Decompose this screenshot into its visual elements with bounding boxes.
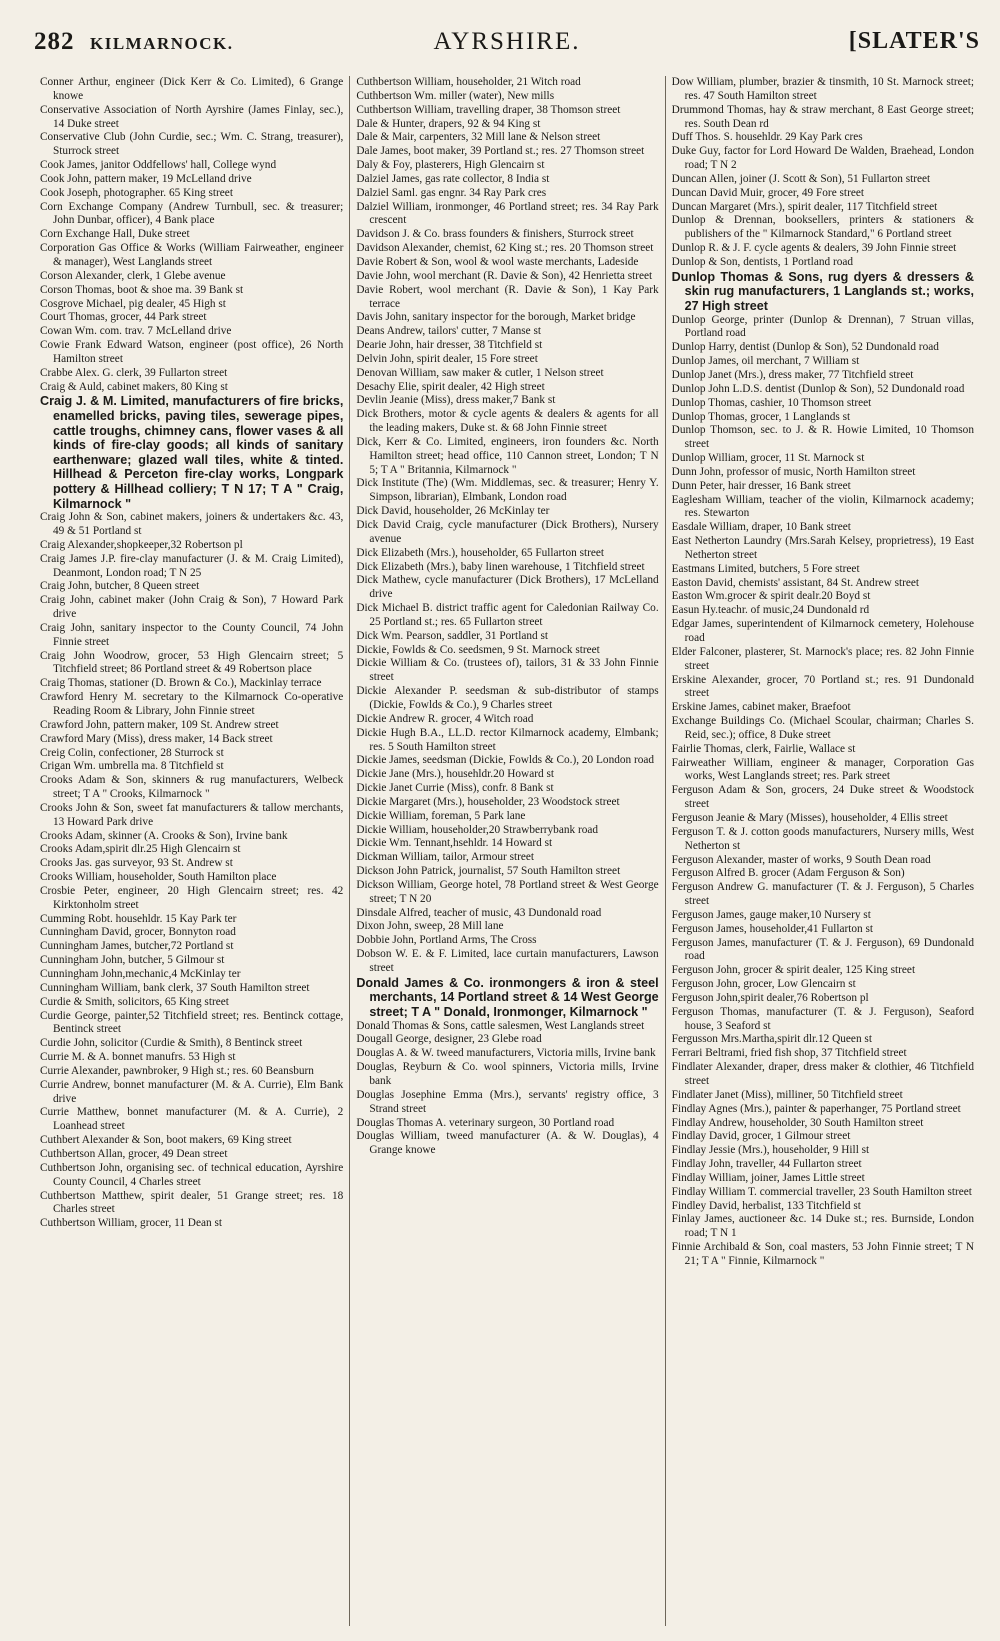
directory-entry: Douglas Josephine Emma (Mrs.), servants' registry office, 3 Strand street [356, 1088, 659, 1115]
running-head-publisher: [SLATER'S [848, 28, 980, 54]
directory-entry: Duncan Allen, joiner (J. Scott & Son), 51 Fullarton street [671, 172, 931, 185]
directory-entry: Cosgrove Michael, pig dealer, 45 High st [40, 297, 226, 310]
directory-entry: Conservative Club (John Curdie, sec.; Wm. C. Strang, treasurer), Sturrock street [40, 131, 344, 158]
directory-entry: Dunlop Thomas, grocer, 1 Langlands st [671, 410, 851, 423]
directory-entry: Ferguson Alexander, master of works, 9 South Dean road [671, 853, 931, 866]
directory-entry: Dixon John, sweep, 28 Mill lane [356, 920, 504, 933]
page-number: 282 [34, 28, 75, 55]
directory-entry: Findlater Alexander, draper, dress maker & clothier, 46 Titchfield street [671, 1061, 974, 1087]
directory-entry: Crawford John, pattern maker, 109 St. Andrew street [40, 718, 279, 731]
directory-entry: Creig Colin, confectioner, 28 Sturrock st [40, 746, 224, 759]
directory-entry: Easton David, chemists' assistant, 84 St. Andrew street [671, 576, 920, 589]
directory-entry: Easdale William, draper, 10 Bank street [671, 521, 851, 534]
directory-entry: Dunlop Harry, dentist (Dunlop & Son), 52 Dundonald road [671, 341, 939, 354]
directory-entry: Crabbe Alex. G. clerk, 39 Fullarton street [40, 366, 228, 379]
directory-entry: Devlin Jeanie (Miss), dress maker,7 Bank st [356, 394, 556, 407]
directory-entry: Dalziel William, ironmonger, 46 Portland street; res. 34 Ray Park crescent [356, 200, 659, 227]
directory-entry: Fergusson Mrs.Martha,spirit dlr.12 Queen st [671, 1033, 872, 1046]
directory-entry: Findlay William, joiner, James Little street [671, 1171, 865, 1184]
directory-entry: Findlay David, grocer, 1 Gilmour street [671, 1130, 851, 1143]
directory-entry: Crooks Jas. gas surveyor, 93 St. Andrew st [40, 857, 233, 870]
directory-entry: Dick Wm. Pearson, saddler, 31 Portland st [356, 629, 548, 642]
directory-entry: Dunlop John L.D.S. dentist (Dunlop & Son), 52 Dundonald road [671, 382, 965, 395]
directory-entry: Cuthbertson William, grocer, 11 Dean st [40, 1217, 223, 1230]
directory-entry: Cuthbertson Allan, grocer, 49 Dean street [40, 1147, 228, 1160]
directory-entry: Cunningham John, butcher, 5 Gilmour st [40, 954, 225, 967]
directory-entry: Dunlop Thomas & Sons, rug dyers & dressers & skin rug manufacturers, 1 Langlands st.; works, 27 High street [671, 269, 974, 313]
directory-entry: Crawford Henry M. secretary to the Kilmarnock Co-operative Reading Room & Library, John Finnie street [40, 691, 344, 717]
directory-entry: Cuthbertson William, householder, 21 Witch road [356, 76, 581, 88]
directory-entry: Craig John Woodrow, grocer, 53 High Glencairn street; 5 Titchfield street; 86 Portland street & 49 Robertson place [40, 649, 344, 676]
directory-entry: Dunlop James, oil merchant, 7 William st [671, 355, 860, 368]
directory-entry: Daly & Foy, plasterers, High Glencairn st [356, 159, 545, 172]
directory-entry: Craig J. & M. Limited, manufacturers of fire bricks, enamelled bricks, paving tiles, sewerage pipes, cattle troughs, chimney cans, flower vases & all kinds of fire-clay goods; all kinds of sanitary earthenware; glazed wall tiles, white & tinted. Hillhead & Perceton fire-clay works, Longpark pottery & Hillhead colliery; T N 17; T A " Craig, Kilmarnock " [40, 394, 344, 511]
directory-entry: Craig John & Son, cabinet makers, joiners & undertakers &c. 43, 49 & 51 Portland st [40, 511, 344, 537]
directory-entry: Ferguson Adam & Son, grocers, 24 Duke street & Woodstock street [671, 784, 974, 811]
directory-entry: Duncan Margaret (Mrs.), spirit dealer, 117 Titchfield street [671, 200, 938, 213]
directory-entry: Dick David, householder, 26 McKinlay ter [356, 505, 550, 518]
directory-entry: Findlater Janet (Miss), milliner, 50 Titchfield street [671, 1088, 903, 1101]
directory-entry: Crooks William, householder, South Hamilton place [40, 871, 277, 884]
directory-entry: Deans Andrew, tailors' cutter, 7 Manse st [356, 325, 542, 338]
directory-entry: Ferguson John, grocer, Low Glencairn st [671, 978, 856, 991]
directory-entry: Eastmans Limited, butchers, 5 Fore street [671, 562, 860, 575]
directory-entry: Corn Exchange Hall, Duke street [40, 228, 190, 241]
directory-entry: Curdie John, solicitor (Curdie & Smith), 8 Bentinck street [40, 1037, 303, 1050]
directory-entry: Cunningham James, butcher,72 Portland st [40, 940, 234, 953]
directory-entry: Dobson W. E. & F. Limited, lace curtain manufacturers, Lawson street [356, 948, 659, 974]
directory-entry: Curdie George, painter,52 Titchfield street; res. Bentinck cottage, Bentinck street [40, 1009, 344, 1036]
directory-entry: Dunn John, professor of music, North Hamilton street [671, 465, 916, 478]
directory-entry: Dale & Hunter, drapers, 92 & 94 King st [356, 117, 541, 130]
directory-entry: Corn Exchange Company (Andrew Turnbull, sec. & treasurer; John Dunbar, officer), 4 Bank place [40, 200, 344, 227]
directory-entry: Dinsdale Alfred, teacher of music, 43 Dundonald road [356, 906, 602, 919]
directory-entry: Ferguson James, manufacturer (T. & J. Ferguson), 69 Dundonald road [671, 936, 974, 963]
directory-entry: Dick Mathew, cycle manufacturer (Dick Brothers), 17 McLelland drive [356, 574, 659, 601]
directory-entry: Drummond Thomas, hay & straw merchant, 8 East George street; res. South Dean rd [671, 103, 974, 130]
directory-entry: Elder Falconer, plasterer, St. Marnock's place; res. 82 John Finnie street [671, 645, 974, 672]
directory-entry: East Netherton Laundry (Mrs.Sarah Kelsey, proprietress), 19 East Netherton street [671, 535, 974, 561]
column-right [665, 76, 980, 1626]
directory-entry: Ferguson Andrew G. manufacturer (T. & J. Ferguson), 5 Charles street [671, 881, 974, 908]
directory-entry: Findlay John, traveller, 44 Fullarton street [671, 1158, 862, 1171]
directory-entry: Easun Hy.teachr. of music,24 Dundonald rd [671, 604, 870, 617]
directory-entry: Denovan William, saw maker & cutler, 1 Nelson street [356, 366, 604, 379]
directory-entry: Dunlop & Drennan, booksellers, printers & stationers & publishers of the " Kilmarnock Standard," 6 Portland street [671, 214, 974, 241]
directory-entry: Douglas A. & W. tweed manufacturers, Victoria mills, Irvine bank [356, 1047, 656, 1060]
directory-entry: Craig John, cabinet maker (John Craig & Son), 7 Howard Park drive [40, 594, 344, 621]
directory-entry: Findlay Agnes (Mrs.), painter & paperhanger, 75 Portland street [671, 1102, 961, 1115]
directory-entry: Craig Thomas, stationer (D. Brown & Co.), Mackinlay terrace [40, 677, 322, 690]
directory-entry: Davie Robert, wool merchant (R. Davie & Son), 1 Kay Park terrace [356, 283, 659, 310]
directory-entry: Craig John, butcher, 8 Queen street [40, 580, 200, 593]
directory-entry: Eaglesham William, teacher of the violin, Kilmarnock academy; res. Stewarton [671, 493, 974, 520]
directory-entry: Finnie Archibald & Son, coal masters, 53 John Finnie street; T N 21; T A " Finnie, Kilmarnock " [671, 1241, 974, 1267]
directory-entry: Fairweather William, engineer & manager, Corporation Gas works, West Langlands street; res. Park street [671, 756, 974, 783]
directory-entry: Ferguson Jeanie & Mary (Misses), householder, 4 Ellis street [671, 811, 948, 824]
directory-entry: Dunlop Thomson, sec. to J. & R. Howie Limited, 10 Thomson street [671, 424, 974, 451]
directory-entry: Cuthbertson John, organising sec. of technical education, Ayrshire County Council, 4 Charles street [40, 1161, 344, 1188]
directory-entry: Dickie Hugh B.A., LL.D. rector Kilmarnock academy, Elmbank; res. 5 South Hamilton street [356, 726, 659, 753]
directory-entry: Dickie Margaret (Mrs.), householder, 23 Woodstock street [356, 795, 620, 808]
directory-entry: Dunlop William, grocer, 11 St. Marnock st [671, 452, 865, 465]
page-header [34, 14, 980, 66]
directory-entry: Crooks John & Son, sweet fat manufacturers & tallow merchants, 13 Howard Park drive [40, 801, 344, 828]
directory-entry: Dalziel James, gas rate collector, 8 India st [356, 172, 550, 185]
directory-entry: Cuthbertson Matthew, spirit dealer, 51 Grange street; res. 18 Charles street [40, 1189, 344, 1216]
directory-entry: Dale James, boot maker, 39 Portland st.; res. 27 Thomson street [356, 145, 645, 158]
column-middle [349, 76, 664, 1626]
directory-entry: Crigan Wm. umbrella ma. 8 Titchfield st [40, 760, 224, 773]
directory-entry: Dobbie John, Portland Arms, The Cross [356, 934, 537, 947]
directory-entry: Ferguson James, gauge maker,10 Nursery st [671, 908, 871, 921]
directory-entry: Donald Thomas & Sons, cattle salesmen, West Langlands street [356, 1019, 645, 1032]
directory-entry: Dickie Wm. Tennant,hsehldr. 14 Howard st [356, 837, 553, 850]
directory-entry: Dickie William, householder,20 Strawberrybank road [356, 823, 599, 836]
directory-entry: Cunningham John,mechanic,4 McKinlay ter [40, 968, 241, 980]
directory-entry: Crooks Adam & Son, skinners & rug manufacturers, Welbeck street; T A " Crooks, Kilmarnock " [40, 774, 344, 801]
directory-entry: Davie John, wool merchant (R. Davie & Son), 42 Henrietta street [356, 269, 653, 282]
directory-entry: Currie M. & A. bonnet manufrs. 53 High st [40, 1051, 236, 1064]
directory-entry: Dunlop R. & J. F. cycle agents & dealers, 39 John Finnie street [671, 242, 957, 255]
directory-entry: Conservative Association of North Ayrshire (James Finlay, sec.), 14 Duke street [40, 103, 344, 130]
directory-entry: Dunlop & Son, dentists, 1 Portland road [671, 255, 854, 268]
directory-entry: Corson Alexander, clerk, 1 Glebe avenue [40, 269, 226, 282]
directory-entry: Cuthbertson Wm. miller (water), New mills [356, 89, 555, 102]
directory-entry: Dickie, Fowlds & Co. seedsmen, 9 St. Marnock street [356, 643, 600, 656]
directory-entry: Court Thomas, grocer, 44 Park street [40, 311, 207, 324]
directory-entry: Cunningham David, grocer, Bonnyton road [40, 926, 236, 939]
directory-entry: Craig Alexander,shopkeeper,32 Robertson pl [40, 538, 243, 551]
directory-entry: Finlay James, auctioneer &c. 14 Duke st.; res. Burnside, London road; T N 1 [671, 1213, 974, 1240]
column-left [34, 76, 349, 1626]
directory-entry: Edgar James, superintendent of Kilmarnock cemetery, Holehouse road [671, 618, 974, 644]
directory-entry: Easton Wm.grocer & spirit dealr.20 Boyd st [671, 590, 871, 603]
directory-entry: Desachy Elie, spirit dealer, 42 High street [356, 380, 545, 393]
directory-entry: Cuthbert Alexander & Son, boot makers, 69 King street [40, 1134, 292, 1147]
directory-entry: Findlay Jessie (Mrs.), householder, 9 Hill st [671, 1144, 870, 1157]
directory-entry: Dick David Craig, cycle manufacturer (Dick Brothers), Nursery avenue [356, 519, 659, 545]
directory-entry: Dalziel Saml. gas engnr. 34 Ray Park cres [356, 186, 547, 199]
directory-entry: Cook John, pattern maker, 19 McLelland drive [40, 172, 252, 185]
directory-entry: Crosbie Peter, engineer, 20 High Glencairn street; res. 42 Kirktonholm street [40, 884, 344, 911]
directory-entry: Dale & Mair, carpenters, 32 Mill lane & Nelson street [356, 131, 601, 144]
directory-entry: Dickie William, foreman, 5 Park lane [356, 809, 526, 822]
directory-entry: Conner Arthur, engineer (Dick Kerr & Co. Limited), 6 Grange knowe [40, 76, 344, 102]
directory-entry: Cowan Wm. com. trav. 7 McLelland drive [40, 325, 232, 338]
directory-entry: Cook James, janitor Oddfellows' hall, College wynd [40, 159, 277, 172]
directory-entry: Dickie Jane (Mrs.), househldr.20 Howard st [356, 768, 554, 781]
directory-entry: Ferguson Alfred B. grocer (Adam Ferguson & Son) [671, 867, 905, 880]
directory-entry: Dunn Peter, hair dresser, 16 Bank street [671, 479, 851, 492]
directory-entry: Findlay William T. commercial traveller, 23 South Hamilton street [671, 1185, 972, 1198]
directory-entry: Dick Brothers, motor & cycle agents & dealers & agents for all the leading makers, Duke st. & 68 John Finnie street [356, 408, 659, 435]
directory-entry: Ferguson T. & J. cotton goods manufacturers, Nursery mills, West Netherton st [671, 825, 974, 852]
directory-entry: Cuthbertson William, travelling draper, 38 Thomson street [356, 103, 621, 116]
directory-entry: Dickie William & Co. (trustees of), tailors, 31 & 33 John Finnie street [356, 657, 659, 684]
directory-entry: Dunlop Janet (Mrs.), dress maker, 77 Titchfield street [671, 368, 914, 381]
directory-entry: Findley David, herbalist, 133 Titchfield st [671, 1199, 861, 1212]
directory-entry: Dick Michael B. district traffic agent for Caledonian Railway Co. 25 Portland st.; res. 65 Fullarton street [356, 602, 659, 628]
directory-entry: Ferguson Thomas, manufacturer (T. & J. Ferguson), Seaford house, 3 Seaford st [671, 1005, 974, 1032]
directory-entry: Currie Andrew, bonnet manufacturer (M. & A. Currie), Elm Bank drive [40, 1078, 344, 1105]
directory-entry: Dickson John Patrick, journalist, 57 South Hamilton street [356, 865, 621, 878]
directory-entry: Cowie Frank Edward Watson, engineer (post office), 26 North Hamilton street [40, 339, 344, 365]
directory-entry: Ferguson John,spirit dealer,76 Robertson pl [671, 991, 869, 1004]
directory-entry: Fairlie Thomas, clerk, Fairlie, Wallace st [671, 742, 856, 755]
directory-entry: Dickie Janet Currie (Miss), confr. 8 Bank st [356, 782, 554, 795]
directory-entry: Currie Alexander, pawnbroker, 9 High st.; res. 60 Beansburn [40, 1064, 314, 1077]
directory-entry: Curdie & Smith, solicitors, 65 King street [40, 995, 229, 1008]
directory-columns [34, 76, 980, 1626]
directory-entry: Duncan David Muir, grocer, 49 Fore street [671, 186, 864, 199]
running-head-town: KILMARNOCK. [90, 34, 234, 53]
directory-entry: Dow William, plumber, brazier & tinsmith, 10 St. Marnock street; res. 47 South Hamilton street [671, 76, 974, 102]
directory-entry: Crawford Mary (Miss), dress maker, 14 Back street [40, 732, 273, 745]
directory-entry: Dickman William, tailor, Armour street [356, 851, 535, 864]
directory-entry: Ferguson John, grocer & spirit dealer, 125 King street [671, 964, 916, 977]
directory-entry: Craig John, sanitary inspector to the County Council, 74 John Finnie street [40, 621, 344, 648]
directory-entry: Dickie Alexander P. seedsman & sub-distributor of stamps (Dickie, Fowlds & Co.), 9 Charles street [356, 685, 659, 711]
directory-entry: Corporation Gas Office & Works (William Fairweather, engineer & manager), West Langlands street [40, 242, 344, 268]
directory-entry: Douglas, Reyburn & Co. wool spinners, Victoria mills, Irvine bank [356, 1061, 659, 1087]
running-head-county: AYRSHIRE. [433, 28, 581, 55]
directory-entry: Dick Institute (The) (Wm. Middlemas, sec. & treasurer; Henry Y. Simpson, librarian), Elmbank, London road [356, 477, 659, 504]
directory-entry: Davidson Alexander, chemist, 62 King st.; res. 20 Thomson street [356, 242, 654, 255]
directory-entry: Davidson J. & Co. brass founders & finishers, Sturrock street [356, 228, 634, 241]
directory-entry: Cook Joseph, photographer. 65 King street [40, 186, 233, 199]
directory-entry: Davis John, sanitary inspector for the borough, Market bridge [356, 311, 636, 324]
directory-entry: Douglas William, tweed manufacturer (A. & W. Douglas), 4 Grange knowe [356, 1130, 659, 1157]
directory-entry: Dick Elizabeth (Mrs.), baby linen warehouse, 1 Titchfield street [356, 560, 645, 573]
directory-entry: Dearie John, hair dresser, 38 Titchfield st [356, 339, 543, 352]
directory-entry: Findlay Andrew, householder, 30 South Hamilton street [671, 1116, 924, 1129]
directory-entry: Douglas Thomas A. veterinary surgeon, 30 Portland road [356, 1116, 615, 1129]
directory-entry: Dunlop Thomas, cashier, 10 Thomson street [671, 396, 872, 409]
directory-entry: Dickie James, seedsman (Dickie, Fowlds & Co.), 20 London road [356, 754, 655, 767]
directory-entry: Craig James J.P. fire-clay manufacturer (J. & M. Craig Limited), Deanmont, London road; T N 25 [40, 552, 344, 579]
directory-entry: Exchange Buildings Co. (Michael Scoular, chairman; Charles S. Reid, sec.); office, 8 Duke street [671, 715, 974, 741]
directory-entry: Erskine James, cabinet maker, Braefoot [671, 701, 851, 714]
directory-entry: Craig & Auld, cabinet makers, 80 King st [40, 380, 228, 393]
directory-entry: Donald James & Co. ironmongers & iron & steel merchants, 14 Portland street & 14 West George street; T A " Donald, Ironmonger, Kilmarnock " [356, 975, 659, 1020]
directory-entry: Dickie Andrew R. grocer, 4 Witch road [356, 712, 534, 725]
directory-entry: Dick, Kerr & Co. Limited, engineers, iron founders &c. North Hamilton street; head office, 110 Cannon street, London; T N 5; T A " Britannia, Kilmarnock " [356, 435, 659, 476]
directory-entry: Crooks Adam, skinner (A. Crooks & Son), Irvine bank [40, 829, 288, 842]
directory-entry: Duke Guy, factor for Lord Howard De Walden, Braehead, London road; T N 2 [671, 145, 974, 172]
directory-entry: Dick Elizabeth (Mrs.), householder, 65 Fullarton street [356, 546, 605, 559]
directory-entry: Corson Thomas, boot & shoe ma. 39 Bank st [40, 283, 244, 296]
directory-entry: Dunlop George, printer (Dunlop & Drennan), 7 Struan villas, Portland road [671, 313, 974, 340]
directory-entry: Duff Thos. S. househldr. 29 Kay Park cres [671, 131, 863, 144]
directory-entry: Crooks Adam,spirit dlr.25 High Glencairn st [40, 843, 241, 856]
directory-entry: Cunningham William, bank clerk, 37 South Hamilton street [40, 981, 310, 994]
directory-entry: Delvin John, spirit dealer, 15 Fore street [356, 352, 538, 365]
directory-entry: Dickson William, George hotel, 78 Portland street & West George street; T N 20 [356, 878, 659, 905]
directory-entry: Cumming Robt. househldr. 15 Kay Park ter [40, 912, 237, 925]
directory-entry: Ferrari Beltrami, fried fish shop, 37 Titchfield street [671, 1047, 907, 1060]
directory-entry: Erskine Alexander, grocer, 70 Portland st.; res. 91 Dundonald street [671, 673, 974, 700]
directory-entry: Currie Matthew, bonnet manufacturer (M. & A. Currie), 2 Loanhead street [40, 1106, 344, 1133]
directory-entry: Ferguson James, householder,41 Fullarton st [671, 922, 874, 935]
directory-entry: Davie Robert & Son, wool & wool waste merchants, Ladeside [356, 255, 639, 268]
directory-entry: Dougall George, designer, 23 Glebe road [356, 1033, 542, 1046]
